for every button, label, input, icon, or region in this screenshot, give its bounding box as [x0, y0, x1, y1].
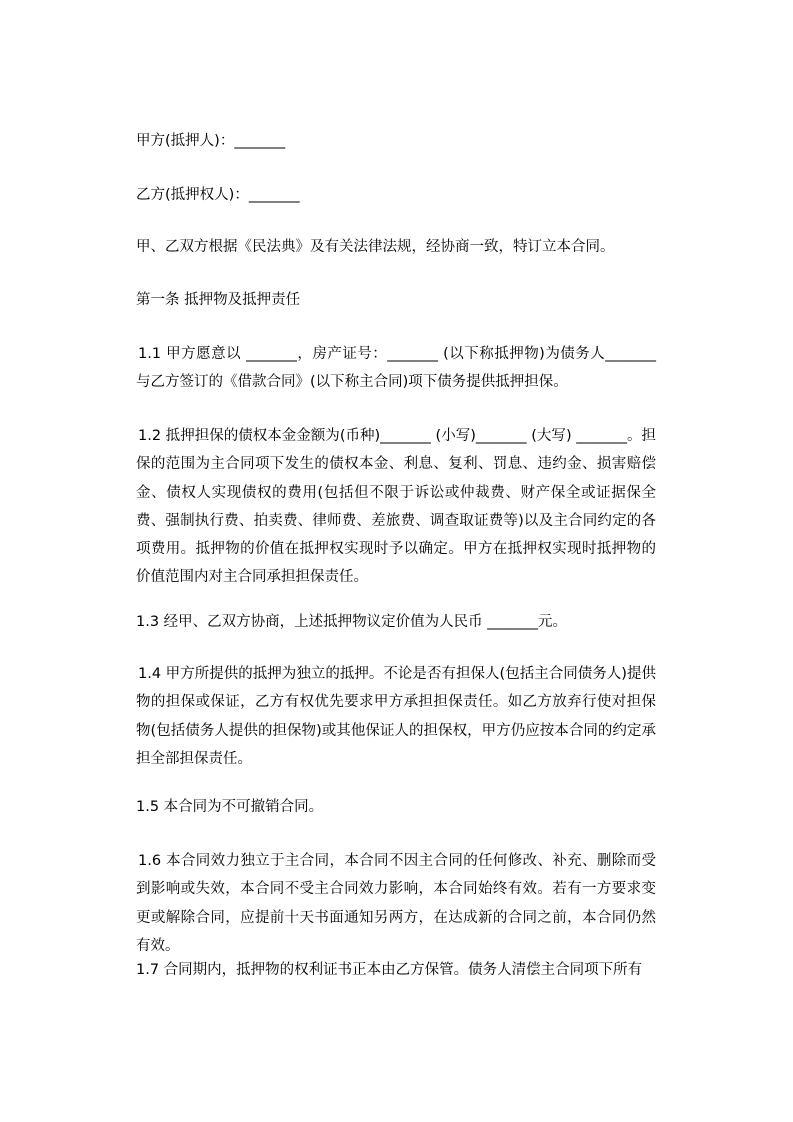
clause-1-4: 1.4 甲方所提供的抵押为独立的抵押。不论是否有担保人(包括主合同债务人)提供物的担保或保证，乙方有权优先要求甲方承担担保责任。如乙方放弃行使对担保物(包括债务人提供的担保物)或其他保证人的担保权，甲方仍应按本合同的约定承担全部担保责任。 [136, 666, 656, 767]
clause-1-6: 1.6 本合同效力独立于主合同，本合同不因主合同的任何修改、补充、删除而受到影响或失效，本合同不受主合同效力影响，本合同始终有效。若有一方要求变更或解除合同，应提前十天书面通知另两方，在达成新的合同之前，本合同仍然有效。 [136, 853, 656, 954]
clause-1-1: 1.1 甲方愿意以 _______，房产证号：_______ (以下称抵押物)为债务人_______与乙方签订的《借款合同》(以下称主合同)项下债务提供抵押担保。 [136, 346, 656, 391]
clause-1-3: 1.3 经甲、乙双方协商，上述抵押物议定价值为人民币 _______元。 [136, 614, 568, 630]
party-b-line: 乙方(抵押权人)：_______ [136, 187, 300, 203]
clause-1-5: 1.5 本合同为不可撤销合同。 [136, 799, 324, 815]
clause-1-7: 1.7 合同期内，抵押物的权利证书正本由乙方保管。债务人清偿主合同项下所有 [136, 962, 643, 978]
preamble: 甲、乙双方根据《民法典》及有关法律法规，经协商一致，特订立本合同。 [136, 239, 615, 255]
article-1-title: 第一条 抵押物及抵押责任 [136, 292, 301, 308]
party-a-line: 甲方(抵押人)：_______ [136, 133, 286, 149]
clause-1-2: 1.2 抵押担保的债权本金金额为(币种)_______ (小写)_______ (大写) _______。担保的范围为主合同项下发生的债权本金、利息、复利、罚息、违约金、损害赔偿金、债权人实现债权的费用(包括但不限于诉讼或仲裁费、财产保全或证据保全费、强制执行费、拍卖费、律师费、差旅费、调查取证费等)以及主合同约定的各项费用。抵押物的价值在抵押权实现时予以确定。甲方在抵押权实现时抵押物的价值范围内对主合同承担担保责任。 [136, 428, 656, 586]
